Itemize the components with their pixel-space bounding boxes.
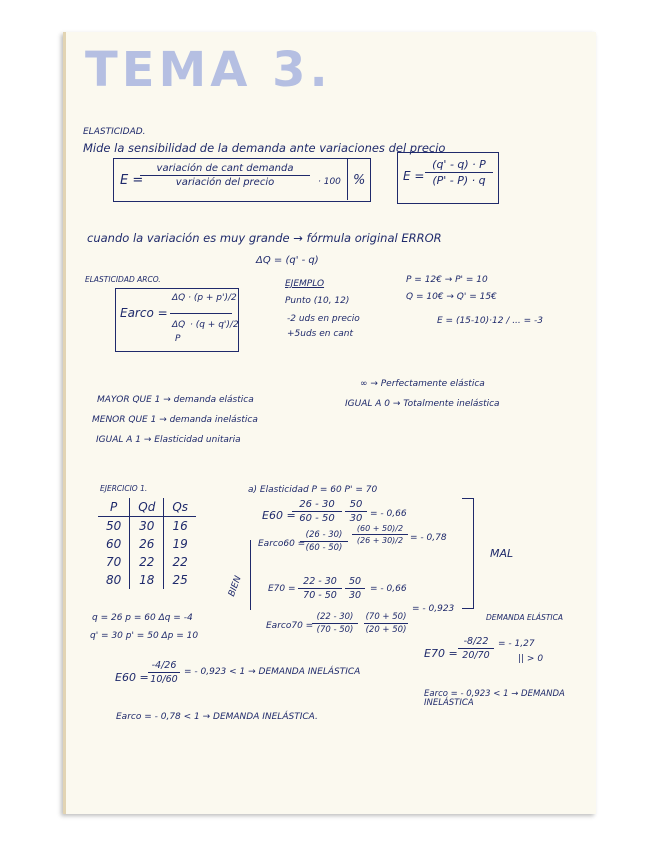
classification-infinito: ∞ → Perfectamente elástica [360,379,485,389]
table-cell: 19 [172,537,188,551]
table-header-qs: Qs [164,498,196,517]
alt-formula-denominator: (P' - P) · q [432,174,486,187]
classification-igual: IGUAL A 1 → Elasticidad unitaria [96,435,241,445]
main-formula-fraction [140,163,310,188]
earco60-result: = - 0,78 [410,533,447,543]
variables-line-1: q = 26 p = 60 Δq = -4 [92,613,193,623]
mal-label: MAL [490,547,514,560]
e60-den2: 30 [349,513,363,524]
fraction-line [140,175,310,176]
fraction-line [364,623,408,624]
table-cell: 25 [172,573,188,587]
arco-den-left-sub: P [175,334,181,344]
table-row [98,535,196,553]
e70-den2: 30 [348,590,362,601]
e70-result: = - 0,66 [370,584,407,594]
earco70-num: (22 - 30) [316,612,354,622]
elasticidad-description: Mide la sensibilidad de la demanda ante variaciones del precio [83,141,446,155]
bien-label: BIEN [227,574,244,599]
arco-den-right: · (q + q')/2 [190,320,239,330]
e60-num: 26 - 30 [299,499,335,510]
e70-num: 22 - 30 [303,576,337,587]
main-formula-divider [347,158,348,200]
earco70-den: (70 - 50) [316,625,354,635]
e60-fraction-1 [292,499,342,524]
arco-den-left: ΔQ [172,320,186,330]
arco-fraction-line [170,313,232,314]
fraction-line [312,623,358,624]
variables-line-2: q' = 30 p' = 50 Δp = 10 [90,631,199,641]
table-cell: 70 [98,553,130,571]
ejemplo-heading: EJEMPLO [285,279,325,289]
bien-bracket [250,540,251,610]
e70b-fraction [458,636,494,661]
e70b-num: -8/22 [463,636,489,647]
earco60-fraction-2 [352,524,408,545]
table-cell: 16 [172,519,188,533]
e60-num2: 50 [349,499,363,510]
classification-cero: IGUAL A 0 → Totalmente inelástica [345,399,500,409]
elasticidad-heading: ELASTICIDAD. [83,127,146,137]
ejemplo-line-2: -2 uds en precio [287,314,360,324]
e60b-num: -4/26 [151,660,177,671]
mal-bracket-bottom [462,608,474,609]
page-title: TEMA 3. [85,42,332,98]
table-row [98,517,196,536]
fraction-line [292,511,342,512]
e70-fraction-2 [345,576,365,601]
e70b-den: 20/70 [462,650,490,661]
ejemplo-line-3: +5uds en cant [287,329,354,339]
fraction-line [300,541,348,542]
delta-q-formula: ΔQ = (q' - q) [256,255,319,266]
e70-fraction-1 [298,576,342,601]
main-formula-denominator: variación del precio [175,177,275,188]
arco-heading: ELASTICIDAD ARCO. [85,275,161,284]
demanda-elastica-label: DEMANDA ELÁSTICA [486,613,563,622]
e60-label: E60 = [262,509,296,522]
fraction-line [458,648,494,649]
table-row [98,553,196,571]
alt-formula-lhs: E = [403,169,425,183]
e60b-fraction [148,660,180,685]
table-cell: 22 [130,553,164,571]
e60-fraction-2 [345,499,367,524]
ejemplo-quantity-line: Q = 10€ → Q' = 15€ [406,292,497,302]
e60-result: = - 0,66 [370,509,407,519]
ejemplo-result: E = (15-10)·12 / ... = -3 [437,316,544,326]
earco70-den2: (20 + 50) [365,625,407,635]
fraction-line [425,172,493,173]
earco60-fraction-1 [300,530,348,553]
earco-right: Earco = - 0,923 < 1 → DEMANDA INELÁSTICA [424,689,565,709]
main-formula-numerator: variación de cant demanda [156,163,294,174]
earco70-result: = - 0,923 [412,604,455,614]
table-cell: 30 [130,517,164,536]
table-cell: 26 [130,535,164,553]
e70b-condition: || > 0 [518,654,544,664]
ejercicio-heading: EJERCICIO 1. [100,484,148,493]
ejemplo-line-1: Punto (10, 12) [285,296,350,306]
part-a-heading: a) Elasticidad P = 60 P' = 70 [248,485,378,495]
e70-num2: 50 [348,576,362,587]
table-cell: 18 [130,571,164,589]
fraction-line [352,534,408,535]
table-cell: 60 [98,535,130,553]
e70b-result: = - 1,27 [498,639,535,649]
e70-label: E70 = [268,584,296,594]
table-header-p: P [98,498,130,517]
earco60-num2: (60 + 50)/2 [356,524,404,533]
table-row [98,571,196,589]
earco-final: Earco = - 0,78 < 1 → DEMANDA INELÁSTICA. [116,712,318,722]
fraction-line [298,588,342,589]
e60b-label: E60 = [115,671,149,684]
earco70-label: Earco70 = [266,621,314,631]
table-cell: 22 [172,555,188,569]
e70b-label: E70 = [424,647,458,660]
arco-lhs: Earco = [120,306,168,320]
fraction-line [345,588,365,589]
main-formula-factor: · 100 [318,177,341,187]
ejemplo-price-line: P = 12€ → P' = 10 [406,275,488,285]
earco60-num: (26 - 30) [305,530,343,540]
table-cell: 80 [98,571,130,589]
mal-bracket [473,498,474,608]
earco60-den2: (26 + 30)/2 [356,536,404,545]
main-formula-lhs: E = [120,173,144,188]
earco70-num2: (70 + 50) [365,612,407,622]
earco70-fraction-1 [312,612,358,635]
e60b-result: = - 0,923 < 1 → DEMANDA INELÁSTICA [184,667,361,677]
e60-den: 60 - 50 [299,513,335,524]
earco60-label: Earco60 = [258,539,306,549]
classification-menor: MENOR QUE 1 → demanda inelástica [92,415,258,425]
mal-bracket-top [462,498,474,499]
alt-formula-numerator: (q' - q) · P [432,158,486,171]
table-cell: 50 [98,517,130,536]
alt-formula-fraction [425,158,493,187]
arco-numerator: ΔQ · (p + p')/2 [172,293,237,303]
fraction-line [148,672,180,673]
main-formula-unit: % [353,173,366,188]
e70-den: 70 - 50 [303,590,337,601]
classification-mayor: MAYOR QUE 1 → demanda elástica [97,395,254,405]
fraction-line [345,511,367,512]
earco60-den: (60 - 50) [305,543,343,553]
e60b-den: 10/60 [150,674,178,685]
table-header-qd: Qd [130,498,164,517]
cuando-text: cuando la variación es muy grande → fórmula original ERROR [87,231,442,245]
data-table [98,498,196,589]
earco70-fraction-2 [364,612,408,635]
